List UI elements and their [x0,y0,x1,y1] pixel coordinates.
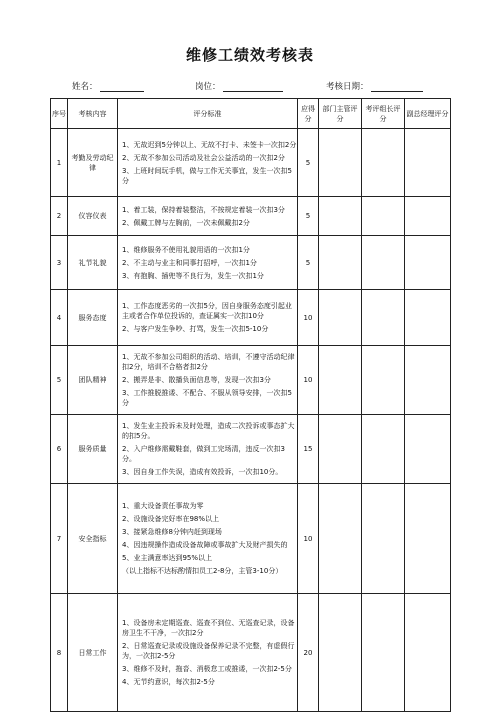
row-score: 5 [298,197,319,236]
row-number: 8 [51,594,68,712]
row-content: 服务态度 [68,290,118,346]
row-score: 10 [298,346,319,415]
row-score: 20 [298,594,319,712]
header-score: 应得分 [298,99,319,129]
date-blank[interactable] [371,82,423,92]
row-number: 4 [51,290,68,346]
vp-score-cell[interactable] [405,484,451,594]
manager-score-cell[interactable] [319,484,362,594]
row-content: 日常工作 [68,594,118,712]
row-number: 3 [51,236,68,290]
criteria-item: 3、有抱胸、插兜等不良行为，发生一次扣1分 [122,271,264,280]
criteria-item: 1、工作态度恶劣的一次扣5分，因自身服务态度引起业主或者合作单位投诉的，查证属实一次扣10分 [122,302,292,320]
position-field [195,80,283,92]
evaluation-table [50,98,451,712]
table-row [51,346,451,415]
manager-score-cell[interactable] [319,594,362,712]
row-score: 5 [298,129,319,197]
criteria-item: 4、无节约意识，每次扣2-5分 [122,678,215,686]
manager-score-cell[interactable] [319,236,362,290]
row-number: 1 [51,129,68,197]
row-number: 7 [51,484,68,594]
row-number: 6 [51,415,68,484]
leader-score-cell[interactable] [362,484,405,594]
criteria-item: 2、日常巡查记录或设施设备保养记录不完整，有虚假行为，一次扣2-5分 [122,642,295,660]
date-label: 考核日期： [326,82,369,92]
criteria-item: 1、设备房未定期巡查、巡查不到位、无巡查记录，设备房卫生不干净，一次扣2分 [122,619,295,637]
table-row [51,197,451,236]
row-content: 礼节礼貌 [68,236,118,290]
table-row [51,415,451,484]
criteria-item: 1、重大设备责任事故为零 [122,502,204,510]
row-score: 10 [298,290,319,346]
criteria-item: 1、着工装，保持着装整洁，不按规定着装一次扣3分 [122,205,285,214]
vp-score-cell[interactable] [405,346,451,415]
table-row [51,236,451,290]
criteria-item: 2、入户维修需戴鞋套，做到工完场清，违反一次扣3分。 [122,445,285,463]
leader-score-cell[interactable] [362,197,405,236]
header-vp-score: 副总经理评分 [405,99,451,129]
row-criteria [118,290,298,346]
table-row [51,594,451,712]
date-field [326,80,423,92]
criteria-item: 3、接紧急维修8分钟内赶到现场 [122,528,222,536]
manager-score-cell[interactable] [319,290,362,346]
criteria-item: 4、因违规操作造成设备故障或事故扩大及财产损失的 [122,541,288,549]
criteria-item: 2、无故不参加公司活动及社会公益活动的一次扣2分 [122,153,285,162]
name-blank[interactable] [100,82,144,92]
row-score: 15 [298,415,319,484]
manager-score-cell[interactable] [319,415,362,484]
row-criteria [118,484,298,594]
row-content: 安全指标 [68,484,118,594]
name-field [72,80,144,92]
vp-score-cell[interactable] [405,594,451,712]
row-criteria [118,129,298,197]
row-score: 10 [298,484,319,594]
leader-score-cell[interactable] [362,290,405,346]
criteria-item: 5、业主满意率达到95%以上 [122,554,213,562]
criteria-item: 3、工作推脱推诿、不配合、不服从领导安排，一次扣5分 [122,389,292,407]
row-number: 5 [51,346,68,415]
criteria-item: 2、搬弄是非、散播负面信息等，发现一次扣3分 [122,376,271,384]
row-content: 仪容仪表 [68,197,118,236]
manager-score-cell[interactable] [319,346,362,415]
criteria-item: 2、不主动与业主和同事打招呼，一次扣1分 [122,258,257,267]
header-leader-score: 考评组长评分 [362,99,405,129]
vp-score-cell[interactable] [405,236,451,290]
row-content: 团队精神 [68,346,118,415]
row-criteria [118,346,298,415]
table-row [51,129,451,197]
position-label: 岗位： [195,82,221,92]
table-row [51,484,451,594]
row-criteria [118,197,298,236]
criteria-item: 3、因自身工作失误，造成有效投诉，一次扣10分。 [122,468,283,476]
criteria-item: 2、佩戴工牌与左胸前，一次未佩戴扣2分 [122,218,250,227]
manager-score-cell[interactable] [319,197,362,236]
criteria-item: 1、维修服务不使用礼貌用语的一次扣1分 [122,245,250,254]
row-criteria [118,594,298,712]
table-header-row [51,99,451,129]
leader-score-cell[interactable] [362,346,405,415]
position-blank[interactable] [223,82,283,92]
row-content: 考勤及劳动纪律 [68,129,118,197]
vp-score-cell[interactable] [405,415,451,484]
leader-score-cell[interactable] [362,129,405,197]
manager-score-cell[interactable] [319,129,362,197]
criteria-item: 1、无故不参加公司组织的活动、培训，不遵守活动纪律扣2分，培训不合格者扣2分 [122,353,295,371]
header-manager-score: 部门主管评分 [319,99,362,129]
leader-score-cell[interactable] [362,236,405,290]
header-criteria: 评分标准 [118,99,298,129]
criteria-item: 2、与客户发生争吵、打骂，发生一次扣5-10分 [122,325,269,333]
vp-score-cell[interactable] [405,197,451,236]
criteria-item: 3、上班时间玩手机，做与工作无关事宜，发生一次扣5分 [122,166,292,185]
criteria-item: 1、发生业主投诉未及时处理，造成二次投诉或事态扩大的扣5分。 [122,422,295,440]
criteria-item: 1、无故迟到5分钟以上、无故不打卡、未签卡一次扣2分 [122,140,297,149]
vp-score-cell[interactable] [405,290,451,346]
row-criteria [118,236,298,290]
criteria-item: （以上指标不达标酌情扣员工2-8分，主管3-10分） [122,567,283,575]
row-number: 2 [51,197,68,236]
criteria-item: 2、设施设备完好率在98%以上 [122,515,220,523]
leader-score-cell[interactable] [362,594,405,712]
criteria-item: 3、维修不及时，拖沓、消极怠工或推诿，一次扣2-5分 [122,665,292,673]
header-no: 序号 [51,99,68,129]
row-content: 服务质量 [68,415,118,484]
row-score: 5 [298,236,319,290]
table-row [51,290,451,346]
header-content: 考核内容 [68,99,118,129]
page-title: 维修工绩效考核表 [185,46,314,64]
leader-score-cell[interactable] [362,415,405,484]
vp-score-cell[interactable] [405,129,451,197]
name-label: 姓名： [72,82,98,92]
row-criteria [118,415,298,484]
